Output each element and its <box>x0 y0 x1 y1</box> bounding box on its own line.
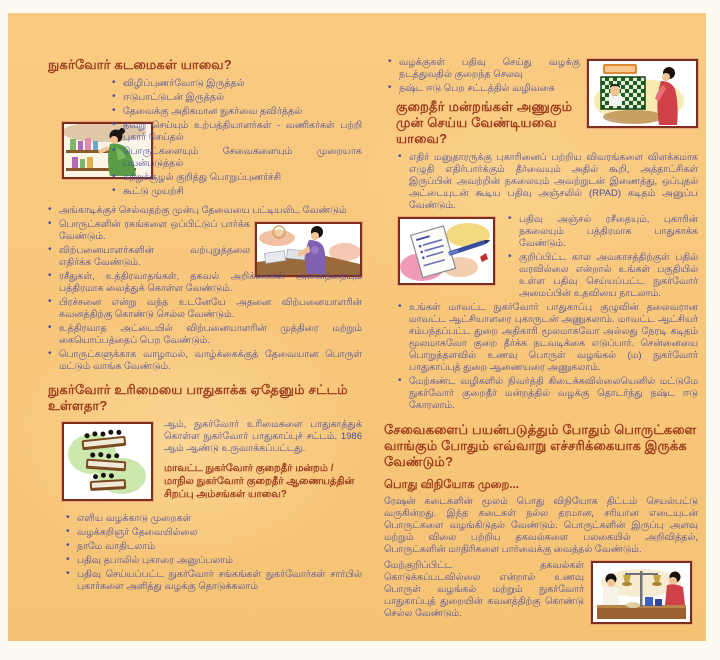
ration-shop-illustration <box>591 561 692 624</box>
list-item: • அங்காடிக்குச் செல்வதற்கு முன்பு தேவையை பட்டியலிட வேண்டும் <box>48 205 362 217</box>
law-answer: ஆம், நுகர்வோர் உரிமைகளை பாதுகாத்துக் கொள்ள நுகர்வோர் பாதுகாப்புச் சட்டம், 1986 ஆம் ஆண்டு உருவாக்கப்பட்டது. <box>164 419 362 454</box>
list-item: • பொருட்களின் ரகங்களை ஒப்பிட்டுப் பார்க்க வேண்டும். <box>48 219 362 243</box>
consumer-forum-illustration <box>62 422 153 501</box>
list-item: • குறிப்பிட்ட கால அவகாசத்திற்குள் பதில் வரவில்லை என்றால் உங்கள் பகுதியில் உள்ள பதிவு செய்யப்பட்ட நுகர்வோர் அமைப்பின் உதவியை நாடலாம். <box>508 252 698 300</box>
forum-features-list <box>66 513 362 593</box>
ration-shop-icon <box>593 563 690 622</box>
list-item: • விழிப்புணர்வோடு இருத்தல் <box>112 78 362 90</box>
list-item: • மேற்கண்ட வழிகளில் நிவர்த்தி கிடைக்கவில்லையெனில் மட்டுமே நுகர்வோர் குறைதீர் மன்றத்தில் வழக்கு தொடர்ந்து நஷ்ட ஈடு கோரலாம். <box>398 376 698 412</box>
list-item: • எளிய வழக்காடு முறைகள் <box>66 513 362 525</box>
list-item: • வழக்கறிஞர் தேவையில்லை <box>66 527 362 539</box>
section-heading: நுகர்வோர் உரிமையை பாதுகாக்க ஏதேனும் சட்டம் உள்ளதா? <box>48 382 348 413</box>
section-consumer-law <box>48 382 362 593</box>
shopping-tips-list <box>48 205 362 373</box>
before-forum-list-top <box>398 152 698 212</box>
section-consumer-duties <box>48 57 362 198</box>
list-item: • தேவைக்கு அதிகமான நுகர்வை தவிர்த்தல் <box>112 106 362 118</box>
pds-paragraph-row <box>384 560 698 624</box>
letter-row <box>384 214 698 300</box>
list-item: • பிரச்சனை என்று வந்த உடனேயே அதனை விற்பனையாளரின் கவனத்திற்கு கொண்டு செல்ல வேண்டும். <box>48 297 362 321</box>
list-item: • உத்திரவாத அட்டையில் விற்பனையாளரின் முத்திரை மற்றும் கையொப்பத்தைப் பெற வேண்டும். <box>48 323 362 347</box>
list-item: • ஈடுபாட்டுடன் இருத்தல் <box>112 92 362 104</box>
section-heading: குறைதீர் மன்றங்கள் அணுகும் முன் செய்ய வேண்டியவை யாவை? <box>396 99 573 146</box>
forum-benefits-list <box>388 57 698 95</box>
pds-paragraph-2: மேற்குறிப்பிட்ட தகவல்கள் கொடுக்கப்படவில்லை என்றால் உணவு பொருள் வழங்கல் மற்றும் நுகர்வோர் பாதுகாப்புத் துறையின் கவனத்திற்கு கொண்டு செல்ல வேண்டும். <box>384 560 584 619</box>
list-item: • நாமே வாதிடலாம் <box>66 541 362 553</box>
pds-sub-heading: பொது விநியோக முறை... <box>384 479 519 491</box>
left-column <box>48 57 362 595</box>
complaint-letter-icon <box>400 219 493 283</box>
complaint-letter-illustration <box>398 217 495 285</box>
section-caution <box>384 422 698 624</box>
list-item: • பொருட்களையும் சேவைகளையும் முறையாக பயன்படுத்தல் <box>112 146 362 170</box>
pds-paragraph-1: ரேஷன் கடைகளின் மூலம் பொது விநியோக திட்டம் செயல்பட்டு வருகின்றது. இந்த கடைகள் நல்ல தரமான, சரியான எடையுடன் பொருட்களை வழங்கிடுதல் வேண்டும். பொருட்களின் இருப்பு அளவு மற்றும் விலை பற்றிய தகவல்களை பலகையில் அறிவித்தல், பொருட்களின் மாதிரிகளை பார்வைக்கு வைத்தல் வேண்டும். <box>384 496 698 555</box>
section-heading: நுகர்வோர் கடமைகள் யாவை? <box>48 57 232 72</box>
section-before-forum <box>384 152 698 412</box>
list-item: • ரசீதுகள், உத்திரவாதங்கள், தகவல் அறிக்கைகள் அனைத்தையும் பத்திரமாக வைத்துக் கொள்ள வேண்டும். <box>48 271 362 295</box>
list-item: • கூட்டு முயற்சி <box>112 186 362 198</box>
law-text <box>164 419 362 501</box>
list-item: • தவறு செய்யும் உற்பத்தியாளர்கள் - வணிகர்கள் பற்றி புகார் செய்தல் <box>112 120 362 144</box>
law-row <box>48 419 362 507</box>
list-item: • நஷ்ட ஈடு பெற சட்டத்தில் வழிவகை <box>388 83 698 95</box>
law-sub-question: மாவட்ட நுகர்வோர் குறைதீர் மன்றம் / மாநில நுகர்வோர் குறைதீர் ஆணையத்தின் சிறப்பு அம்சங்கள் யாவை? <box>164 463 355 500</box>
duties-list <box>112 78 362 198</box>
list-item: • பொருட்களுக்காக வாழாமல், வாழ்க்கைக்குத் தேவையான பொருள் மட்டும் வாங்க வேண்டும். <box>48 349 362 373</box>
brochure-page <box>8 13 706 641</box>
right-column <box>384 57 698 624</box>
consumer-forum-icon <box>64 424 151 499</box>
list-item: • எதிர் மனுதாரருக்கு புகாரினைப் பற்றிய விவரங்களை விளக்கமாக எழுதி எதிர்பார்க்கும் தீர்வையும் அதில் கூறி, அத்தாட்சிகள் இருப்பின் அவற்றின் நகலையும் அவற்றுடன் இணைத்து, ஒப்புதல் அட்டையுடன் கூடிய பதிவு அஞ்சலில் (RPAD) கடிதம் அனுப்ப வேண்டும். <box>398 152 698 212</box>
section-forum-benefits <box>384 57 698 147</box>
before-forum-list-mid <box>508 214 698 300</box>
before-forum-list-bottom <box>398 302 698 412</box>
list-item: • பதிவு செய்யப்பட்ட நுகர்வோர் சங்கங்கள் நுகர்வோர்கள் சார்பில் புகார்களை அளித்து வழக்கு தொடுக்கலாம் <box>66 569 362 593</box>
list-item: • வழக்குகள் பதிவு செய்து வழக்கு நடத்துவதில் குறைந்த செலவு <box>388 57 698 81</box>
list-item: • விற்பனையாளர்களின் வற்புறுத்தலை எதிர்க்க வேண்டும். <box>48 245 362 269</box>
list-item: • பதிவு தபாலில் புகாரை அனுப்பலாம் <box>66 555 362 567</box>
section-heading: சேவைகளைப் பயன்படுத்தும் போதும் பொருட்களை வாங்கும் போதும் எவ்வாறு எச்சரிக்கையாக இருக்க வேண்டும்? <box>384 422 697 469</box>
section-shopping-tips <box>48 205 362 373</box>
list-item: • சுற்றுச்சூழல் குறித்து பொறுப்புணர்ச்சி <box>112 172 362 184</box>
list-item: • பதிவு அஞ்சல் ரசீதையும், புகாரின் நகலையும் பத்திரமாக பாதுகாக்க வேண்டும். <box>508 214 698 250</box>
list-item: • உங்கள் மாவட்ட நுகர்வோர் பாதுகாப்பு குழுவின் தலைவரான மாவட்ட ஆட்சியாளரை புகாருடன் அணுகலாம். மாவட்ட ஆட்சியர் சம்பந்தப்பட்ட துறை அதிகாரி மூலமாகவோ அல்லது நேரடி கடிதம் மூலமாகவோ குறை தீர்க்க நடவடிக்கை எடுப்பார். சென்னையை பொறுத்தளவில் உணவு பொருள் வழங்கல் (ம) நுகர்வோர் பாதுகாப்புத் துறை ஆணையரை அணுகலாம். <box>398 302 698 374</box>
